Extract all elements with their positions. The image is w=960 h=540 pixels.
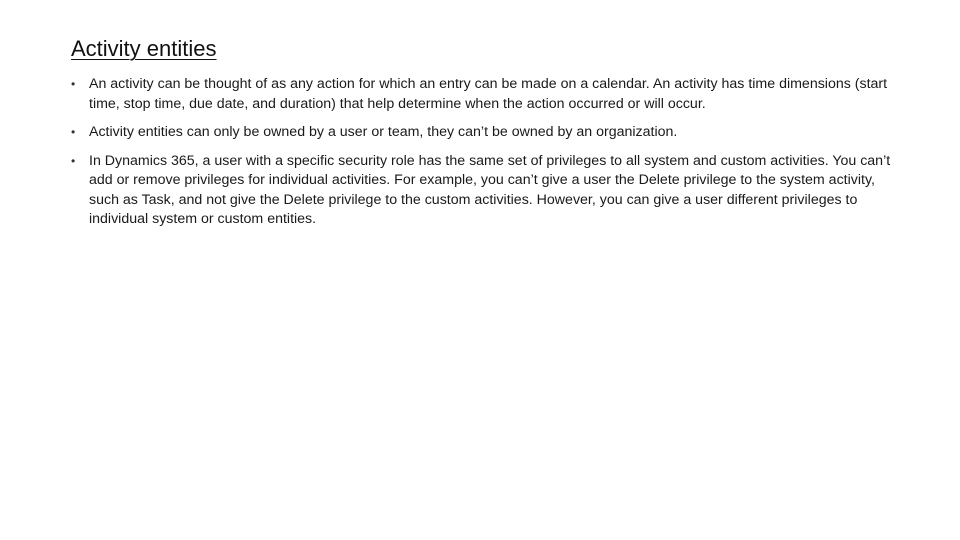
slide-title: Activity entities: [71, 36, 217, 61]
bullet-text: Activity entities can only be owned by a user or team, they can’t be owned by an organization.: [89, 124, 678, 140]
bullet-dot-icon: •: [71, 77, 76, 91]
bullet-item-activity-definition: [71, 75, 901, 114]
bullet-text: In Dynamics 365, a user with a specific security role has the same set of privileges to all system and custom activities. You can’t add or remove privileges for individual activities. For example, you can’t give a user the Delete privilege to the system activity, such as Task, and not give the Delete privilege to the custom activities. However, you can give a user different privileges to individual system or custom entities.: [89, 152, 891, 227]
bullet-list: [71, 75, 901, 239]
bullet-item-privileges: [71, 152, 901, 230]
bullet-dot-icon: •: [71, 125, 76, 139]
bullet-item-ownership: [71, 123, 901, 143]
bullet-dot-icon: •: [71, 153, 76, 168]
bullet-text: An activity can be thought of as any action for which an entry can be made on a calendar. An activity has time dimensions (start time, stop time, due date, and duration) that help determine when the action occurred or will occur.: [89, 76, 888, 112]
